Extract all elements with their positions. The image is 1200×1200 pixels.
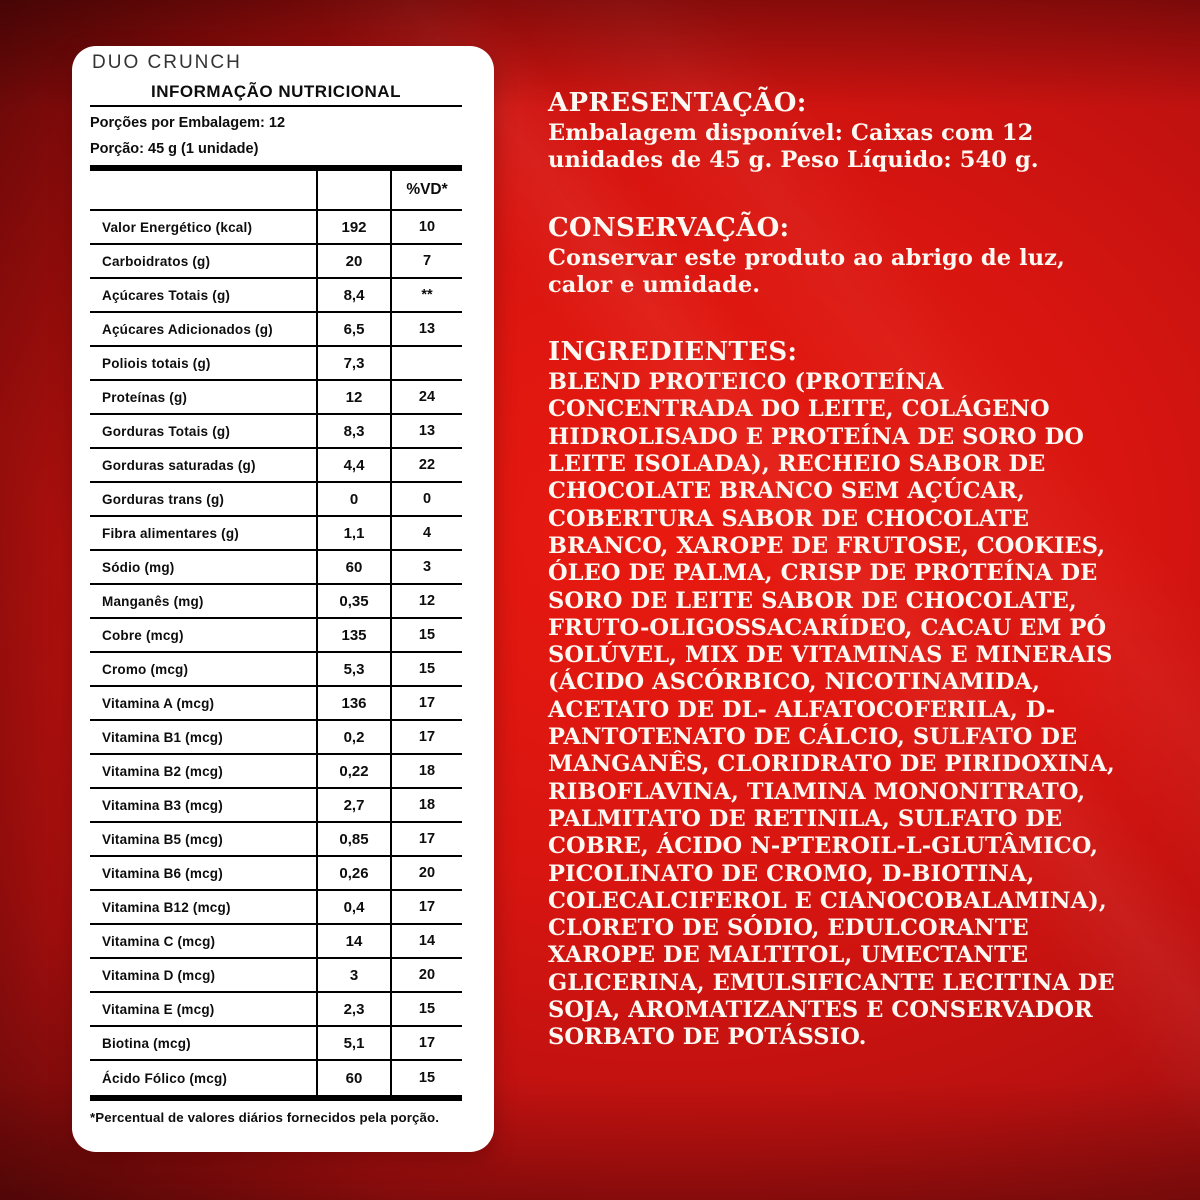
- table-cell-value: 8,3: [316, 415, 390, 447]
- table-row: [90, 687, 462, 721]
- table-row: [90, 449, 462, 483]
- portion-size: Porção: 45 g (1 unidade): [90, 141, 259, 157]
- table-header-vd: %VD*: [390, 171, 462, 209]
- apresentacao-body: Embalagem disponível: Caixas com 12 unidades de 45 g. Peso Líquido: 540 g.: [548, 120, 1039, 174]
- table-cell-value: 136: [316, 687, 390, 719]
- table-cell-value: 5,3: [316, 653, 390, 685]
- table-row: [90, 585, 462, 619]
- table-cell-value: 135: [316, 619, 390, 651]
- table-cell-label: Cobre (mcg): [102, 627, 184, 643]
- apresentacao-heading: APRESENTAÇÃO:: [548, 88, 807, 118]
- table-cell-value: 60: [316, 1061, 390, 1095]
- table-cell-value: 20: [316, 245, 390, 277]
- product-name: DUO CRUNCH: [92, 52, 242, 73]
- table-row: [90, 415, 462, 449]
- section-apresentacao: [548, 88, 1120, 175]
- table-cell-value: 0: [316, 483, 390, 515]
- section-ingredientes: [548, 337, 1120, 1051]
- nutrition-table: [90, 171, 462, 1101]
- table-cell-vd: 17: [390, 1027, 462, 1059]
- table-cell-vd: 18: [390, 755, 462, 787]
- ingredientes-heading: INGREDIENTES:: [548, 337, 798, 368]
- table-cell-value: 4,4: [316, 449, 390, 481]
- table-cell-label: Vitamina A (mcg): [102, 695, 215, 711]
- table-cell-label: Açúcares Totais (g): [102, 287, 231, 303]
- table-cell-vd: 18: [390, 789, 462, 821]
- table-row: [90, 381, 462, 415]
- conservacao-body: Conservar este produto ao abrigo de luz, calor e umidade.: [548, 244, 1065, 298]
- table-cell-label: Manganês (mg): [102, 593, 204, 609]
- table-row: [90, 551, 462, 585]
- table-cell-vd: 4: [390, 517, 462, 549]
- table-row: [90, 925, 462, 959]
- table-cell-vd: 17: [390, 891, 462, 923]
- table-cell-vd: 13: [390, 313, 462, 345]
- table-cell-value: 2,7: [316, 789, 390, 821]
- table-cell-vd: 17: [390, 721, 462, 753]
- table-cell-vd: 15: [390, 653, 462, 685]
- table-cell-label: Vitamina D (mcg): [102, 967, 216, 983]
- servings-per-package: Porções por Embalagem: 12: [90, 115, 286, 131]
- table-cell-vd: 0: [390, 483, 462, 515]
- table-cell-label: Carboidratos (g): [102, 253, 211, 269]
- table-cell-label: Gorduras trans (g): [102, 491, 225, 507]
- table-cell-label: Vitamina B5 (mcg): [102, 831, 223, 847]
- table-row: [90, 245, 462, 279]
- table-cell-value: 5,1: [316, 1027, 390, 1059]
- table-cell-label: Proteínas (g): [102, 389, 188, 405]
- table-cell-vd: 15: [390, 619, 462, 651]
- table-cell-vd: 17: [390, 823, 462, 855]
- table-cell-value: 0,26: [316, 857, 390, 889]
- table-cell-vd: [390, 347, 462, 379]
- table-cell-label: Vitamina B12 (mcg): [102, 899, 231, 915]
- table-cell-vd: 15: [390, 993, 462, 1025]
- table-cell-value: 8,4: [316, 279, 390, 311]
- table-row: [90, 789, 462, 823]
- table-cell-label: Ácido Fólico (mcg): [102, 1070, 228, 1086]
- table-row: [90, 959, 462, 993]
- table-cell-label: Sódio (mg): [102, 559, 175, 575]
- table-cell-value: 3: [316, 959, 390, 991]
- table-cell-value: 0,2: [316, 721, 390, 753]
- table-cell-label: Biotina (mcg): [102, 1035, 191, 1051]
- table-cell-value: 14: [316, 925, 390, 957]
- table-cell-label: Valor Energético (kcal): [102, 219, 253, 235]
- table-cell-label: Açúcares Adicionados (g): [102, 321, 273, 337]
- table-row: [90, 1061, 462, 1095]
- table-cell-vd: 17: [390, 687, 462, 719]
- table-cell-value: 0,35: [316, 585, 390, 617]
- nutrition-table-rows: [90, 211, 462, 1095]
- table-cell-label: Vitamina E (mcg): [102, 1001, 215, 1017]
- table-cell-vd: 10: [390, 211, 462, 243]
- title-underline: [90, 105, 462, 107]
- table-cell-vd: 12: [390, 585, 462, 617]
- table-cell-label: Vitamina B2 (mcg): [102, 763, 223, 779]
- table-cell-vd: 15: [390, 1061, 462, 1095]
- table-cell-value: 192: [316, 211, 390, 243]
- table-row: [90, 891, 462, 925]
- table-cell-value: 0,22: [316, 755, 390, 787]
- nutrition-label-card: [72, 46, 494, 1152]
- table-cell-value: 60: [316, 551, 390, 583]
- table-cell-label: Gorduras saturadas (g): [102, 457, 256, 473]
- table-row: [90, 347, 462, 381]
- table-row: [90, 993, 462, 1027]
- table-row: [90, 211, 462, 245]
- table-header-row: [90, 171, 462, 211]
- table-row: [90, 857, 462, 891]
- table-cell-label: Vitamina B1 (mcg): [102, 729, 223, 745]
- table-row: [90, 313, 462, 347]
- table-row: [90, 755, 462, 789]
- table-header-value: [316, 171, 390, 209]
- table-row: [90, 653, 462, 687]
- table-cell-vd: 13: [390, 415, 462, 447]
- table-cell-value: 2,3: [316, 993, 390, 1025]
- conservacao-heading: CONSERVAÇÃO:: [548, 212, 790, 243]
- table-row: [90, 279, 462, 313]
- table-cell-vd: 20: [390, 857, 462, 889]
- table-row: [90, 1027, 462, 1061]
- table-row: [90, 721, 462, 755]
- table-cell-label: Cromo (mcg): [102, 661, 189, 677]
- ingredientes-body: BLEND PROTEICO (PROTEÍNA CONCENTRADA DO LEITE, COLÁGENO HIDROLISADO E PROTEÍNA DE SORO DO LEITE ISOLADA), RECHEIO SABOR DE CHOCOLATE BRANCO SEM AÇÚCAR, COBERTURA SABOR DE CHOCOLATE BRANCO, XAROPE DE FRUTOSE, COOKIES, ÓLEO DE PALMA, CRISP DE PROTEÍNA DE SORO DE LEITE SABOR DE CHOCOLATE, FRUTO-OLIGOSSACARÍDEO, CACAU EM PÓ SOLÚVEL, MIX DE VITAMINAS E MINERAIS (ÁCIDO ASCÓRBICO, NICOTINAMIDA, ACETATO DE DL- ALFATOCOFERILA, D-PANTOTENATO DE CÁLCIO, SULFATO DE MANGANÊS, CLORIDRATO DE PIRIDOXINA, RIBOFLAVINA, TIAMINA MONONITRATO, PALMITATO DE RETINILA, SULFATO DE COBRE, ÁCIDO N-PTEROIL-L-GLUTÂMICO, PICOLINATO DE CROMO, D-BIOTINA, COLECALCIFEROL E CIANOCOBALAMINA), CLORETO DE SÓDIO, EDULCORANTE XAROPE DE MALTITOL, UMECTANTE GLICERINA, EMULSIFICANTE LECITINA DE SOJA, AROMATIZANTES E CONSERVADOR SORBATO DE POTÁSSIO.: [548, 369, 1115, 1051]
- table-cell-label: Vitamina B3 (mcg): [102, 797, 223, 813]
- table-cell-label: Vitamina C (mcg): [102, 933, 216, 949]
- section-conservacao: [548, 213, 1120, 300]
- table-cell-label: Vitamina B6 (mcg): [102, 865, 223, 881]
- table-cell-vd: 3: [390, 551, 462, 583]
- table-cell-label: Fibra alimentares (g): [102, 525, 239, 541]
- nutrition-title: INFORMAÇÃO NUTRICIONAL: [151, 82, 401, 101]
- table-header-label: [90, 171, 316, 209]
- table-cell-vd: 24: [390, 381, 462, 413]
- table-cell-label: Poliois totais (g): [102, 355, 211, 371]
- table-cell-vd: **: [390, 279, 462, 311]
- table-cell-value: 0,85: [316, 823, 390, 855]
- table-cell-vd: 14: [390, 925, 462, 957]
- table-row: [90, 483, 462, 517]
- table-cell-value: 12: [316, 381, 390, 413]
- table-row: [90, 619, 462, 653]
- table-cell-vd: 22: [390, 449, 462, 481]
- table-cell-value: 6,5: [316, 313, 390, 345]
- table-cell-value: 0,4: [316, 891, 390, 923]
- table-cell-value: 7,3: [316, 347, 390, 379]
- table-row: [90, 823, 462, 857]
- table-row: [90, 517, 462, 551]
- table-cell-vd: 20: [390, 959, 462, 991]
- table-cell-value: 1,1: [316, 517, 390, 549]
- table-cell-label: Gorduras Totais (g): [102, 423, 231, 439]
- table-cell-vd: 7: [390, 245, 462, 277]
- daily-value-footnote: *Percentual de valores diários fornecidos pela porção.: [90, 1110, 440, 1125]
- right-info-panel: [548, 88, 1120, 1090]
